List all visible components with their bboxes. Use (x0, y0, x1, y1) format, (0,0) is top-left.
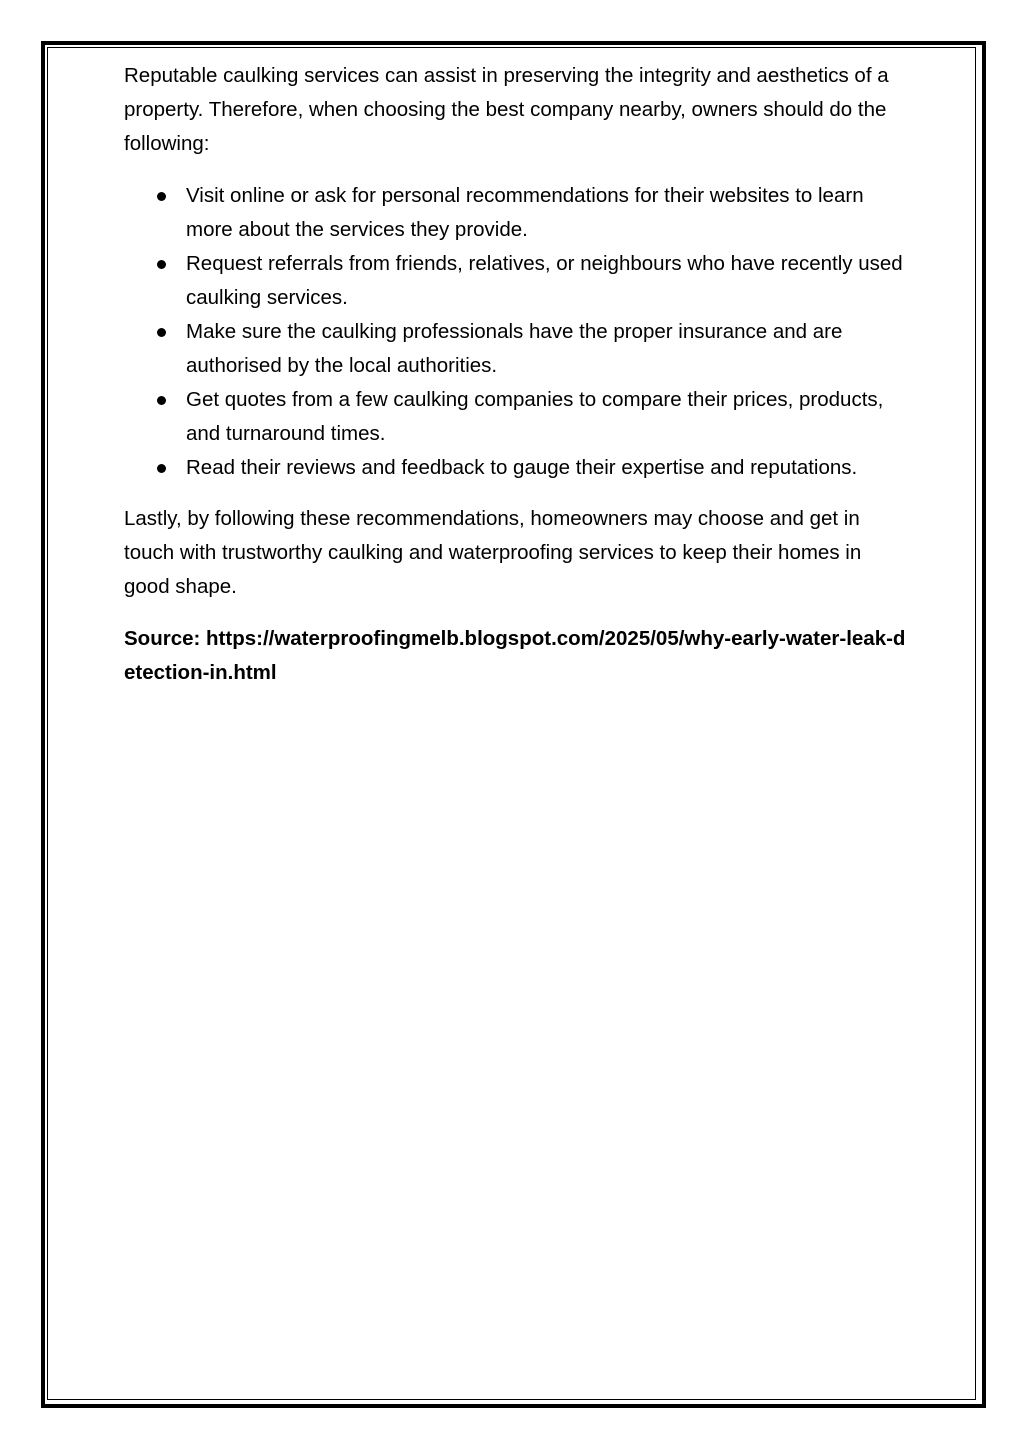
intro-paragraph: Reputable caulking services can assist in preserving the integrity and aesthetics of a property. Therefore, when choosing the best company nearby, owners should do the following: (124, 64, 889, 155)
bullet-icon (157, 328, 166, 337)
list-item (124, 383, 906, 451)
recommendation-list (124, 179, 906, 485)
list-item (124, 179, 906, 247)
bullet-icon (157, 192, 166, 201)
list-item-text: Get quotes from a few caulking companies to compare their prices, products, and turnaround times. (186, 388, 884, 445)
bullet-icon (157, 260, 166, 269)
bullet-icon (157, 396, 166, 405)
conclusion-paragraph: Lastly, by following these recommendations, homeowners may choose and get in touch with trustworthy caulking and waterproofing services to keep their homes in good shape. (124, 507, 862, 598)
bullet-icon (157, 464, 166, 473)
list-item-text: Request referrals from friends, relatives, or neighbours who have recently used caulking services. (186, 252, 903, 309)
list-item-text: Read their reviews and feedback to gauge their expertise and reputations. (186, 456, 858, 479)
list-item (124, 247, 906, 315)
document-body (124, 59, 906, 690)
list-item-text: Make sure the caulking professionals have the proper insurance and are authorised by the local authorities. (186, 320, 843, 377)
list-item (124, 451, 906, 485)
source-link[interactable]: Source: https://waterproofingmelb.blogspot.com/2025/05/why-early-water-leak-detection-in.html (124, 627, 906, 684)
list-item (124, 315, 906, 383)
list-item-text: Visit online or ask for personal recommendations for their websites to learn more about the services they provide. (186, 184, 864, 241)
